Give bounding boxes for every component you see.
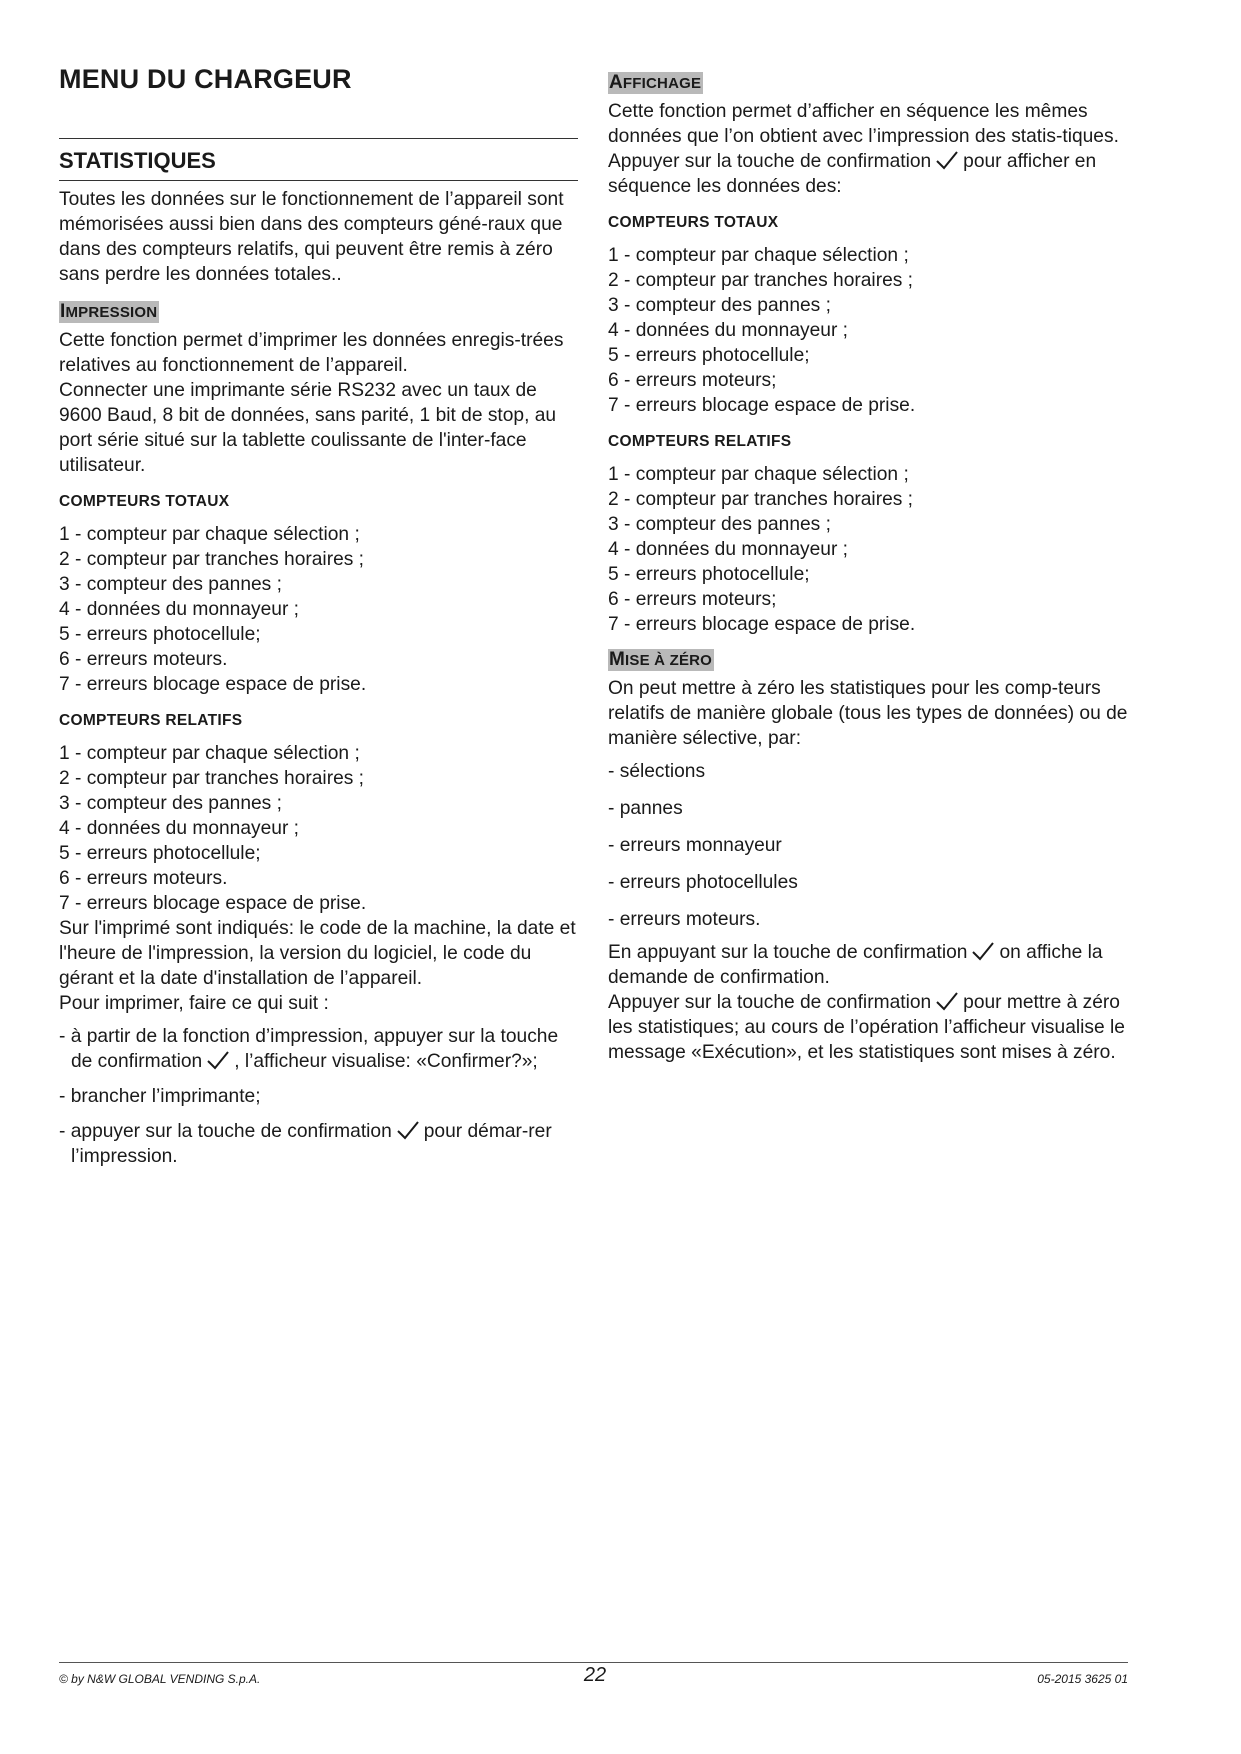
section-title: STATISTIQUES [59, 148, 216, 173]
list-item: 4 - données du monnayeur ; [59, 818, 300, 839]
list-item: 7 - erreurs blocage espace de prise. [59, 893, 367, 914]
list-item: 2 - compteur par tranches horaires ; [59, 768, 365, 789]
list-item: 7 - erreurs blocage espace de prise. [608, 395, 916, 416]
totals-heading: COMPTEURS TOTAUX [59, 493, 230, 510]
reset-option: - pannes [608, 798, 683, 819]
mise-a-zero-paragraph-2: En appuyant sur la touche de confirmation on affiche la demande de confirmation. [608, 942, 1103, 988]
list-item: 2 - compteur par tranches horaires ; [608, 489, 914, 510]
reset-option: - erreurs photocellules [608, 872, 798, 893]
checkmark-icon [971, 941, 995, 961]
checkmark-icon [935, 991, 959, 1011]
affichage-paragraph-2: Appuyer sur la touche de confirmation pour afficher en séquence les données des: [608, 151, 1097, 197]
list-item: 5 - erreurs photocellule; [608, 564, 810, 585]
list-item: 6 - erreurs moteurs; [608, 370, 777, 391]
list-item: 1 - compteur par chaque sélection ; [608, 245, 909, 266]
relatifs-list [59, 741, 578, 916]
to-print-paragraph: Pour imprimer, faire ce qui suit : [59, 993, 329, 1014]
print-step-1: - à partir de la fonction d’impression, appuyer sur la touche de confirmation , l’afficheur visualise: «Confirmer?»; [59, 1026, 559, 1072]
list-item: 3 - compteur des pannes ; [608, 295, 831, 316]
checkmark-icon [935, 150, 959, 170]
mise-a-zero-paragraph-1: On peut mettre à zéro les statistiques pour les comp-teurs relatifs de manière globale (tous les types de données) ou de manière sélective, par: [608, 678, 1128, 749]
footer-divider [59, 1662, 1128, 1663]
footer-copyright: © by N&W GLOBAL VENDING S.p.A. [59, 1672, 261, 1686]
list-item: 4 - données du monnayeur ; [59, 599, 300, 620]
list-item: 3 - compteur des pannes ; [59, 574, 282, 595]
print-step-3: - appuyer sur la touche de confirmation pour démar-rer l’impression. [59, 1121, 552, 1167]
page-title: MENU DU CHARGEUR [59, 64, 352, 94]
list-item: 3 - compteur des pannes ; [59, 793, 282, 814]
section-divider-bottom [59, 180, 578, 181]
totals-list [608, 243, 1128, 418]
left-flow [59, 187, 578, 1169]
impression-heading: IMPRESSION [60, 301, 158, 322]
list-item: 5 - erreurs photocellule; [608, 345, 810, 366]
list-item: 2 - compteur par tranches horaires ; [608, 270, 914, 291]
printed-info-paragraph: Sur l'imprimé sont indiqués: le code de la machine, la date et l'heure de l'impression, la version du logiciel, le code du gérant et la date d'installation de l’appareil. [59, 918, 576, 989]
footer-doc-code: 05-2015 3625 01 [1037, 1672, 1128, 1686]
list-item: 5 - erreurs photocellule; [59, 624, 261, 645]
relatifs-list [608, 462, 1128, 637]
section-divider-top [59, 138, 578, 139]
reset-option: - erreurs moteurs. [608, 909, 761, 930]
relatifs-heading: COMPTEURS RELATIFS [59, 712, 243, 729]
list-item: 1 - compteur par chaque sélection ; [59, 743, 360, 764]
mise-a-zero-heading: MISE À ZÉRO [609, 649, 713, 670]
reset-option: - erreurs monnayeur [608, 835, 782, 856]
affichage-paragraph-1: Cette fonction permet d’afficher en séquence les mêmes données que l’on obtient avec l’impression des statis-tiques. [608, 101, 1119, 147]
reset-option: - sélections [608, 761, 706, 782]
list-item: 1 - compteur par chaque sélection ; [59, 524, 360, 545]
totals-heading: COMPTEURS TOTAUX [608, 214, 779, 231]
list-item: 2 - compteur par tranches horaires ; [59, 549, 365, 570]
mise-a-zero-paragraph-3: Appuyer sur la touche de confirmation pour mettre à zéro les statistiques; au cours de l’opération l’afficheur visualise le message «Exécution», et les statistiques sont mises à zéro. [608, 992, 1125, 1063]
affichage-heading: AFFICHAGE [609, 72, 702, 93]
print-step-2: - brancher l’imprimante; [59, 1086, 261, 1107]
relatifs-heading: COMPTEURS RELATIFS [608, 433, 792, 450]
checkmark-icon [396, 1120, 420, 1140]
totals-list [59, 522, 578, 697]
impression-paragraph-2: Connecter une imprimante série RS232 avec un taux de 9600 Baud, 8 bit de données, sans parité, 1 bit de stop, au port série situé sur la tablette coulissante de l'inter-face utilisateur. [59, 380, 557, 476]
list-item: 6 - erreurs moteurs; [608, 589, 777, 610]
list-item: 4 - données du monnayeur ; [608, 320, 849, 341]
list-item: 3 - compteur des pannes ; [608, 514, 831, 535]
checkmark-icon [206, 1050, 230, 1070]
list-item: 4 - données du monnayeur ; [608, 539, 849, 560]
list-item: 7 - erreurs blocage espace de prise. [608, 614, 916, 635]
page-number: 22 [583, 1664, 607, 1686]
impression-paragraph-1: Cette fonction permet d’imprimer les données enregis-trées relatives au fonctionnement de l’appareil. [59, 330, 564, 376]
list-item: 6 - erreurs moteurs. [59, 868, 228, 889]
list-item: 7 - erreurs blocage espace de prise. [59, 674, 367, 695]
list-item: 5 - erreurs photocellule; [59, 843, 261, 864]
right-flow [608, 70, 1128, 1065]
list-item: 6 - erreurs moteurs. [59, 649, 228, 670]
list-item: 1 - compteur par chaque sélection ; [608, 464, 909, 485]
intro-paragraph: Toutes les données sur le fonctionnement de l’appareil sont mémorisées aussi bien dans des compteurs géné-raux que dans des compteurs relatifs, qui peuvent être remis à zéro sans perdre les données totales.. [59, 189, 564, 285]
